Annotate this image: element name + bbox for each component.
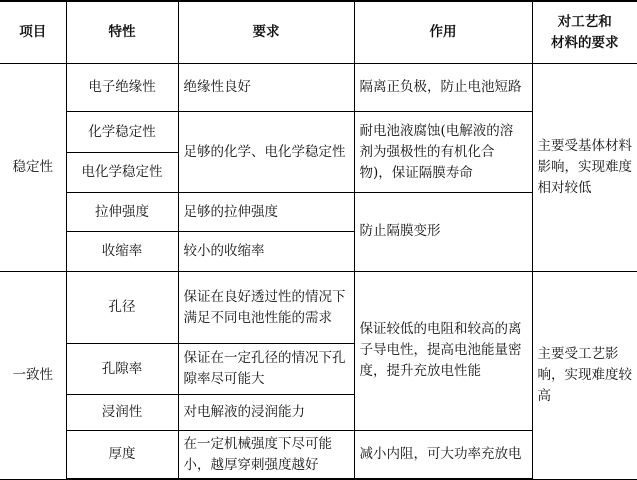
property-cell: 化学稳定性 <box>66 112 178 152</box>
requirement-cell: 对电解液的浸润能力 <box>178 394 354 430</box>
property-cell: 拉伸强度 <box>66 193 178 232</box>
header-row <box>0 1 637 64</box>
header-process-line2: 材料的要求 <box>551 34 619 51</box>
group-name-consistency: 一致性 <box>0 271 66 479</box>
property-cell: 电化学稳定性 <box>66 152 178 192</box>
requirement-cell: 绝缘性良好 <box>178 64 354 112</box>
requirement-cell: 较小的收缩率 <box>178 232 354 271</box>
function-cell: 减小内阻，可大功率充放电 <box>354 431 532 479</box>
function-cell: 隔离正负极，防止电池短路 <box>354 64 532 112</box>
function-cell: 耐电池液腐蚀(电解液的溶剂为强极性的有机化合物)，保证隔膜寿命 <box>354 112 532 193</box>
property-cell: 电子绝缘性 <box>66 64 178 112</box>
property-cell: 孔隙率 <box>66 344 178 394</box>
header-property: 特性 <box>66 1 178 64</box>
header-process-line1: 对工艺和 <box>557 13 612 30</box>
requirement-cell: 在一定机械强度下尽可能小，越厚穿刺强度越好 <box>178 431 354 479</box>
requirement-cell: 保证在良好透过性的情况下满足不同电池性能的需求 <box>178 271 354 344</box>
function-cell: 保证较低的电阻和较高的离子导电性，提高电池能量密度，提升充放电性能 <box>354 271 532 430</box>
header-process-requirement <box>532 1 637 64</box>
property-cell: 厚度 <box>66 431 178 479</box>
requirement-cell: 足够的化学、电化学稳定性 <box>178 112 354 193</box>
table-row <box>0 271 637 344</box>
header-requirement: 要求 <box>178 1 354 64</box>
property-cell: 孔径 <box>66 271 178 344</box>
table-row <box>0 64 637 112</box>
property-cell: 收缩率 <box>66 232 178 271</box>
function-cell: 防止隔膜变形 <box>354 193 532 272</box>
header-item: 项目 <box>0 1 66 64</box>
header-function: 作用 <box>354 1 532 64</box>
process-requirement-consistency: 主要受工艺影响，实现难度较高 <box>532 271 637 479</box>
group-name-stability: 稳定性 <box>0 64 66 272</box>
property-cell: 浸润性 <box>66 394 178 430</box>
requirement-cell: 保证在一定孔径的情况下孔隙率尽可能大 <box>178 344 354 394</box>
process-requirement-stability: 主要受基体材料影响，实现难度相对较低 <box>532 64 637 272</box>
requirement-cell: 足够的拉伸强度 <box>178 193 354 232</box>
